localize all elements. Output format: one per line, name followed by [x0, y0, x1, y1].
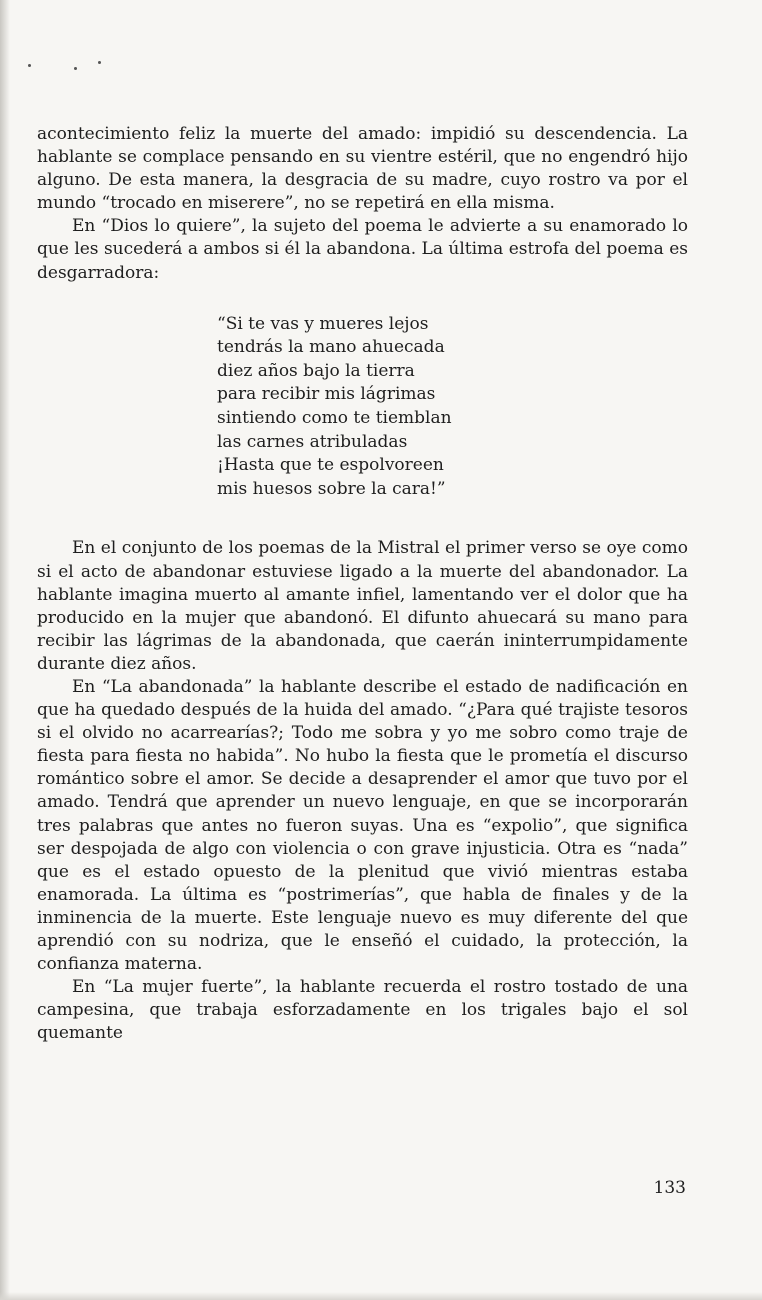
poem-line: ¡Hasta que te espolvoreen: [217, 455, 444, 476]
scan-specks: [20, 58, 140, 78]
poem-line: “Si te vas y mueres lejos: [217, 313, 429, 334]
paragraph-5: En “La mujer fuerte”, la hablante recuerda el rostro tostado de una campesina, que trabaja esforzadamente en los trigales bajo el sol quemante: [37, 977, 688, 1044]
poem-line: diez años bajo la tierra: [217, 360, 415, 381]
poem-line: sintiendo como te tiemblan: [217, 408, 452, 429]
poem-line: para recibir mis lágrimas: [217, 384, 436, 405]
poem-stanza: [217, 313, 688, 502]
body-text: [37, 123, 688, 1045]
poem-line: tendrás la mano ahuecada: [217, 337, 445, 358]
page-number: 133: [653, 1178, 686, 1198]
poem-line: las carnes atribuladas: [217, 431, 408, 452]
paragraph-1: acontecimiento feliz la muerte del amado: impidió su descendencia. La hablante se complace pensando en su vientre estéril, que no engendró hijo alguno. De esta manera, la desgracia de su madre, cuyo rostro va por el mundo “trocado en miserere”, no se repetirá en ella misma.: [37, 124, 688, 214]
paragraph-4: En “La abandonada” la hablante describe el estado de nadificación en que ha quedado después de la huida del amado. “¿Para qué trajiste tesoros si el olvido no acarrearías?; Todo me sobra y yo me sobro como traje de fiesta para fiesta no habida”. No hubo la fiesta que le prometía el discurso romántico sobre el amor. Se decide a desaprender el amor que tuvo por el amado. Tendrá que aprender un nuevo lenguaje, en que se incorporarán tres palabras que antes no fueron suyas. Una es “expolio”, que significa ser despojada de algo con violencia o con grave injusticia. Otra es “nada” que es el estado opuesto de la plenitud que vivió mientras estaba enamorada. La última es “postrimerías”, que habla de finales y de la inminencia de la muerte. Este lenguaje nuevo es muy diferente del que aprendió con su nodriza, que le enseñó el cuidado, la protección, la confianza materna.: [37, 676, 688, 975]
paragraph-3: En el conjunto de los poemas de la Mistral el primer verso se oye como si el acto de abandonar estuviese ligado a la muerte del abandonador. La hablante imagina muerto al amante infiel, lamentando ver el dolor que ha producido en la mujer que abandonó. El difunto ahuecará su mano para recibir las lágrimas de la abandonada, que caerán ininterrumpidamente durante diez años.: [37, 538, 688, 674]
paragraph-2: En “Dios lo quiere”, la sujeto del poema le advierte a su enamorado lo que les sucederá a ambos si él la abandona. La última estrofa del poema es desgarradora:: [37, 216, 688, 283]
poem-line: mis huesos sobre la cara!”: [217, 478, 446, 499]
